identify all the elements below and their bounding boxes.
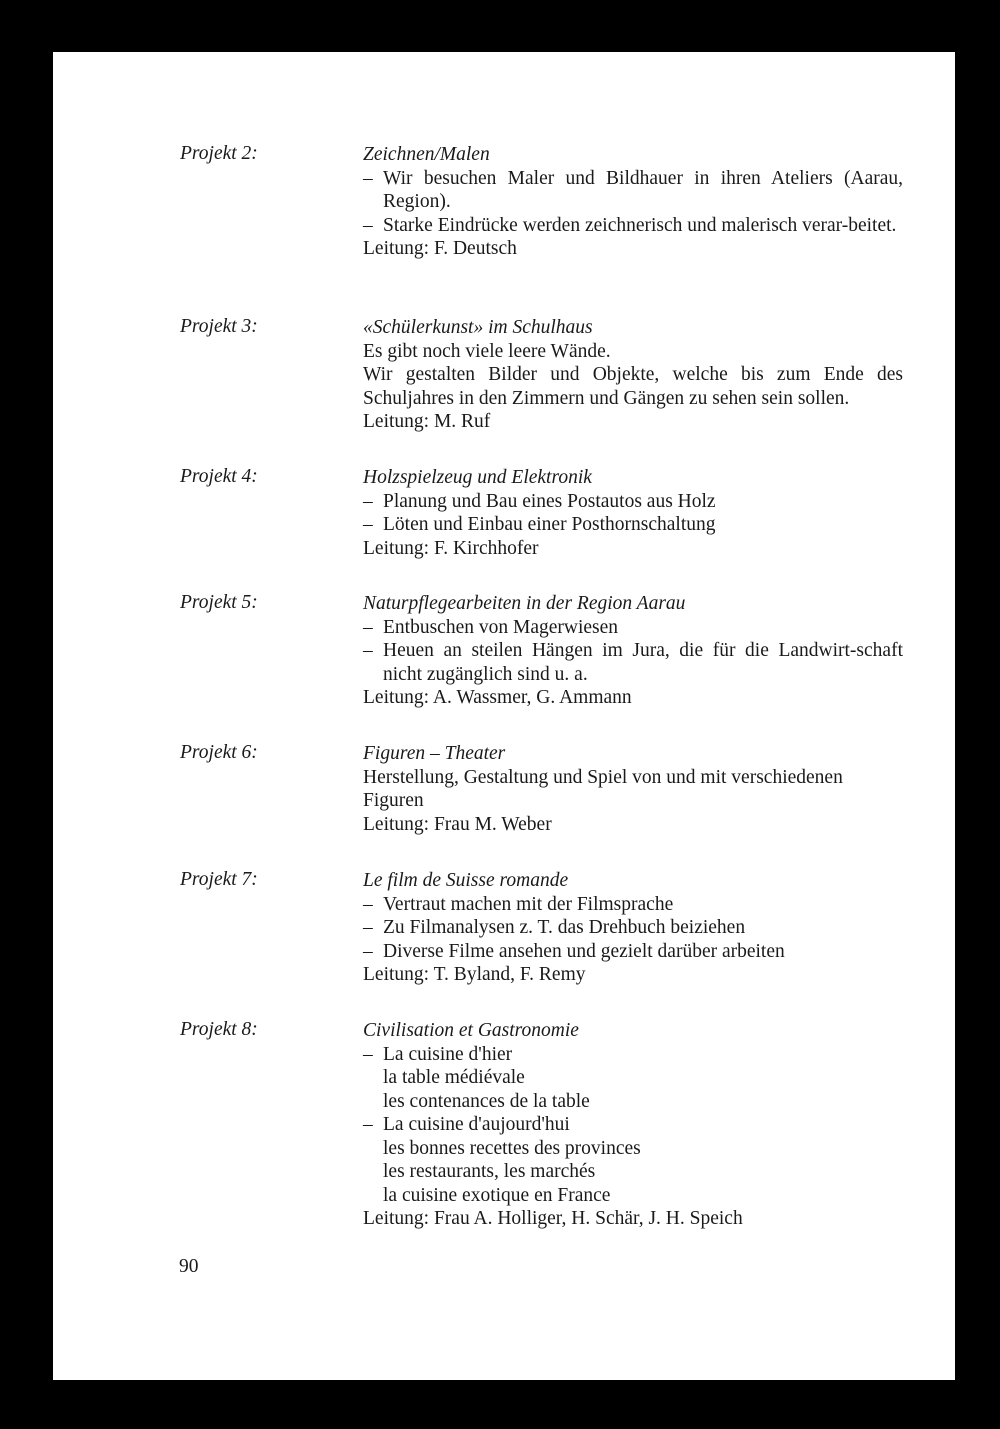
project-label: Projekt 6: bbox=[180, 742, 258, 763]
text-paragraph: Herstellung, Gestaltung und Spiel von und mit verschiedenen Figuren bbox=[363, 766, 843, 811]
list-subitem: les restaurants, les marchés bbox=[383, 1161, 596, 1182]
project-leitung: Leitung: A. Wassmer, G. Ammann bbox=[363, 687, 632, 708]
project-label: Projekt 2: bbox=[180, 143, 258, 164]
project-content bbox=[363, 742, 903, 836]
project-content bbox=[363, 869, 903, 987]
list-item: – La cuisine d'aujourd'hui bbox=[363, 1114, 570, 1135]
project-content bbox=[363, 1019, 903, 1231]
project-title: Naturpflegearbeiten in der Region Aarau bbox=[363, 593, 686, 614]
list-item: – Entbuschen von Magerwiesen bbox=[363, 616, 619, 638]
text-paragraph: Wir gestalten Bilder und Objekte, welche bis zum Ende des Schuljahres in den Zimmern und Gängen zu sehen sein sollen. bbox=[363, 364, 903, 409]
project-leitung: Leitung: Frau M. Weber bbox=[363, 813, 552, 835]
project-title: «Schülerkunst» im Schulhaus bbox=[363, 317, 593, 338]
list-item: – Diverse Filme ansehen und gezielt darüber arbeiten bbox=[363, 940, 785, 962]
list-subitem: la cuisine exotique en France bbox=[383, 1184, 611, 1206]
project-title: Figuren – Theater bbox=[363, 743, 506, 764]
project-content bbox=[363, 592, 903, 710]
list-item: – Starke Eindrücke werden zeichnerisch und malerisch verar-beitet. bbox=[363, 214, 897, 236]
project-label: Projekt 7: bbox=[180, 869, 258, 890]
list-subitem: les bonnes recettes des provinces bbox=[383, 1137, 641, 1159]
project-leitung: Leitung: F. Kirchhofer bbox=[363, 537, 539, 559]
project-content bbox=[363, 466, 903, 560]
list-item: – Planung und Bau eines Postautos aus Holz bbox=[363, 490, 716, 512]
list-item: – La cuisine d'hier bbox=[363, 1043, 513, 1065]
list-item: – Zu Filmanalysen z. T. das Drehbuch beiziehen bbox=[363, 917, 746, 938]
project-title: Holzspielzeug und Elektronik bbox=[363, 467, 592, 488]
list-item: – Vertraut machen mit der Filmsprache bbox=[363, 893, 674, 915]
project-leitung: Leitung: F. Deutsch bbox=[363, 238, 517, 259]
list-item: – Löten und Einbau einer Posthornschaltung bbox=[363, 514, 716, 535]
list-subitem: les contenances de la table bbox=[383, 1090, 590, 1112]
list-subitem: la table médiévale bbox=[383, 1067, 525, 1088]
list-item: – Heuen an steilen Hängen im Jura, die für die Landwirt-schaft nicht zugänglich sind u. a. bbox=[363, 640, 903, 685]
document-page bbox=[53, 52, 955, 1380]
project-label: Projekt 4: bbox=[180, 466, 258, 487]
project-title: Zeichnen/Malen bbox=[363, 144, 490, 165]
project-leitung: Leitung: T. Byland, F. Remy bbox=[363, 964, 586, 985]
text-line: Es gibt noch viele leere Wände. bbox=[363, 340, 611, 362]
page-number: 90 bbox=[179, 1256, 199, 1277]
project-label: Projekt 5: bbox=[180, 592, 258, 613]
project-label: Projekt 3: bbox=[180, 316, 258, 337]
project-label: Projekt 8: bbox=[180, 1019, 258, 1040]
project-leitung: Leitung: M. Ruf bbox=[363, 411, 491, 432]
project-content bbox=[363, 143, 903, 261]
project-title: Le film de Suisse romande bbox=[363, 870, 569, 891]
list-item: – Wir besuchen Maler und Bildhauer in ihren Ateliers (Aarau, Region). bbox=[363, 167, 903, 212]
project-leitung: Leitung: Frau A. Holliger, H. Schär, J. H. Speich bbox=[363, 1208, 743, 1229]
project-title: Civilisation et Gastronomie bbox=[363, 1020, 579, 1041]
project-content bbox=[363, 316, 903, 434]
